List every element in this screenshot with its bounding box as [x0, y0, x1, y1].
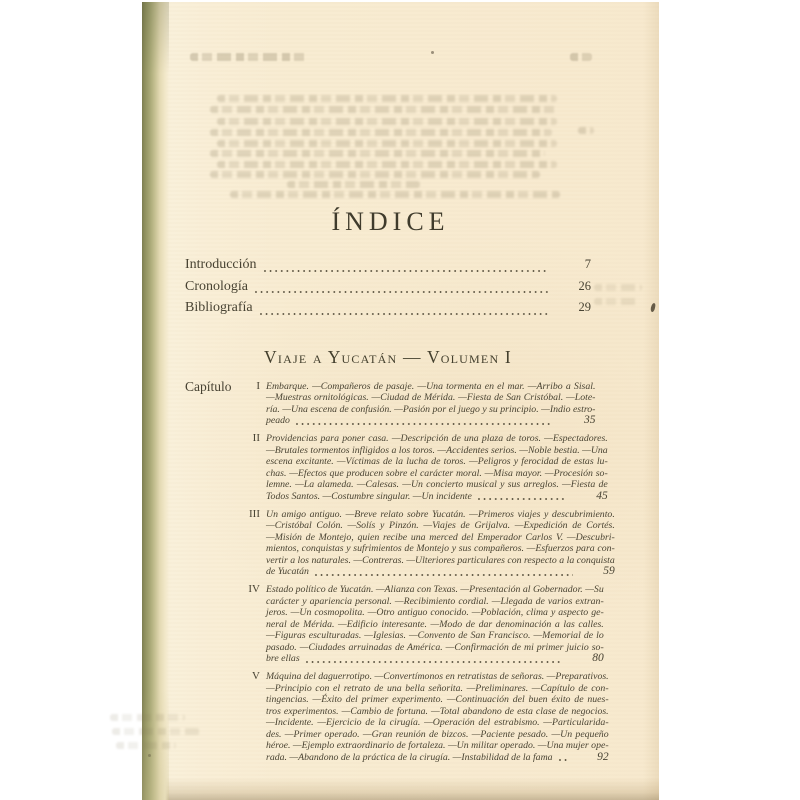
toc-line-last	[266, 491, 608, 503]
toc-line: —Brutales tormentos infligidos a los toros. —Accidentes serios. —Noble bestia. —Una	[266, 444, 608, 456]
chapter-summary	[260, 584, 604, 665]
chapter-column-spacer	[185, 433, 240, 502]
page-title: ÍNDICE	[331, 207, 450, 236]
toc-line: Providencias para poner casa. —Descripción de una plaza de toros. —Espectadores.	[266, 433, 608, 444]
bleed-through-line	[594, 284, 642, 291]
chapter-summary	[260, 381, 595, 427]
toc-line: mientos, conquistas y sufrimientos de Montejo y sus compañeros. —Esfuerzos para con-	[266, 543, 615, 554]
dotted-leader	[478, 498, 566, 500]
toc-line: jeros. —Un cosmopolita. —Otro antiguo conocido. —Población, clima y aspecto ge-	[266, 607, 604, 618]
page-number: 92	[597, 750, 609, 763]
page-spine-edge	[142, 2, 169, 800]
toc-line: Máquina del daguerrotipo. —Convertímonos en retratistas de señoras. —Preparativos.	[266, 671, 609, 682]
toc-line: escena excitante. —Víctimas de la lucha de toros. —Peligros y ferocidad de estas lu-	[266, 456, 608, 467]
toc-line: carácter y apariencia personal. —Recibimiento cordial. —Llegada de varios extran-	[266, 595, 604, 607]
chapter-summary	[260, 509, 615, 578]
toc-line-last	[266, 415, 595, 427]
page-number: 45	[596, 489, 608, 502]
toc-chapter-entry	[185, 670, 609, 763]
toc-line-fragment: bre ellas	[266, 653, 300, 664]
book-page-scan	[142, 2, 659, 800]
toc-chapter-entry	[185, 432, 608, 502]
toc-line: des. —Primer operado. —Gran reunión de bizcos. —Paciente pesado. —Un pequeño	[266, 728, 609, 740]
bleed-through-line	[110, 714, 185, 721]
toc-line-last	[266, 566, 615, 578]
chapter-column-spacer	[185, 671, 240, 763]
bleed-through-line	[116, 742, 176, 749]
table-of-contents	[185, 378, 615, 764]
toc-chapter-entry	[185, 378, 596, 427]
toc-line: vertir a los naturales. —Contreras. —Ulteriores particulares con respecto a la conquista	[266, 554, 615, 566]
toc-line: —Misión de Montejo, quien recibe una merced del Emperador Carlos V. —Descubri-	[266, 531, 615, 543]
dotted-leader	[296, 423, 553, 425]
toc-line: chas. —Efectos que producen sobre el carácter moral. —Misa mayor. —Procesión so-	[266, 467, 608, 479]
toc-line: —Cristóbal Colón. —Solís y Pinzón. —Viajes de Grijalva. —Expedición de Cortés.	[266, 520, 615, 531]
front-matter-list	[185, 254, 591, 319]
front-matter-row-cronologia	[185, 276, 591, 298]
toc-line-last	[266, 653, 604, 665]
front-matter-row-introduccion	[185, 254, 591, 276]
ink-speck	[650, 303, 656, 313]
toc-line: lemne. —La alameda. —Calesas. —Un concierto musical y sus arreglos. —Fiesta de	[266, 479, 608, 490]
front-matter-label: Introducción	[185, 257, 257, 272]
toc-line: neral de Mérida. —Edificio interesante. —Modo de dar denominación a las calles.	[266, 618, 604, 630]
page-number: 29	[578, 300, 591, 314]
chapter-numeral: I	[256, 379, 260, 392]
page-number: 35	[583, 414, 596, 426]
toc-line: tingencias. —Éxito del primer experimento. —Continuación del buen éxito de nues-	[266, 694, 609, 705]
dotted-leader	[315, 574, 573, 576]
chapter-numeral: III	[249, 507, 260, 520]
chapter-column-spacer	[185, 509, 240, 578]
toc-line-fragment: rada. —Abandono de la práctica de la cirugía. —Instabilidad de la fama	[266, 751, 553, 763]
chapter-column-label: Capítulo	[185, 378, 232, 394]
ink-speck	[148, 754, 151, 757]
toc-line: —Principio con el retrato de una bella señorita. —Preliminares. —Capítulo de con-	[266, 682, 609, 694]
toc-line: —Incidente. —Ejercicio de la cirugía. —Operación del estrabismo. —Particularida-	[266, 717, 609, 728]
dotted-leader	[255, 291, 549, 293]
front-matter-row-bibliografia	[185, 297, 591, 319]
toc-chapter-entry	[185, 507, 615, 578]
toc-line: tros experimentos. —Cambio de fortuna. —Total abandono de esta clase de negocios.	[266, 705, 609, 717]
page-number: 26	[578, 278, 591, 293]
dotted-leader	[559, 759, 567, 761]
toc-line-fragment: Todos Santos. —Costumbre singular. —Un incidente	[266, 490, 472, 502]
front-matter-label: Bibliografía	[185, 300, 253, 315]
page-number: 7	[584, 257, 591, 271]
toc-line: —Muestras ornitológicas. —Ciudad de Mérida. —Fiesta de San Cristóbal. —Lote-	[266, 392, 596, 403]
toc-line-fragment: de Yucatán	[266, 566, 309, 577]
chapter-numeral: V	[252, 670, 260, 682]
toc-line: Estado político de Yucatán. —Alianza con Texas. —Presentación al Gobernador. —Su	[266, 584, 604, 595]
chapter-summary	[260, 671, 609, 763]
dotted-leader	[264, 270, 549, 272]
toc-line: héroe. —Ejemplo extraordinario de fortaleza. —Un militar operado. —Una mujer ope-	[266, 740, 609, 751]
chapter-numeral: II	[252, 432, 260, 444]
dotted-leader	[260, 313, 549, 315]
toc-line: Embarque. —Compañeros de pasaje. —Una tormenta en el mar. —Arribo a Sisal.	[266, 380, 596, 392]
dotted-leader	[306, 661, 562, 663]
index-content	[185, 2, 615, 770]
toc-line: ría. —Una escena de confusión. —Pasión por el juego y su principio. —Indio estro-	[266, 403, 596, 415]
section-heading: Viaje a Yucatán — Volumen I	[264, 346, 512, 367]
toc-line: pasado. —Ciudades arruinadas de América. —Confirmación de mi primer juicio so-	[266, 641, 604, 653]
bleed-through-line	[594, 298, 638, 305]
toc-line: Un amigo antiguo. —Breve relato sobre Yucatán. —Primeros viajes y descubrimiento.	[266, 508, 615, 520]
toc-line: —Figuras esculturadas. —Iglesias. —Convento de San Francisco. —Memorial de lo	[266, 630, 604, 641]
chapter-summary	[260, 433, 608, 502]
toc-line-fragment: peado	[266, 415, 290, 426]
chapter-column-spacer	[185, 584, 240, 665]
chapter-numeral: IV	[248, 583, 260, 595]
toc-chapter-entry	[185, 583, 604, 665]
page-number: 59	[603, 565, 615, 577]
page-number: 80	[592, 652, 604, 664]
front-matter-label: Cronología	[185, 278, 248, 294]
toc-line-last	[266, 752, 609, 764]
